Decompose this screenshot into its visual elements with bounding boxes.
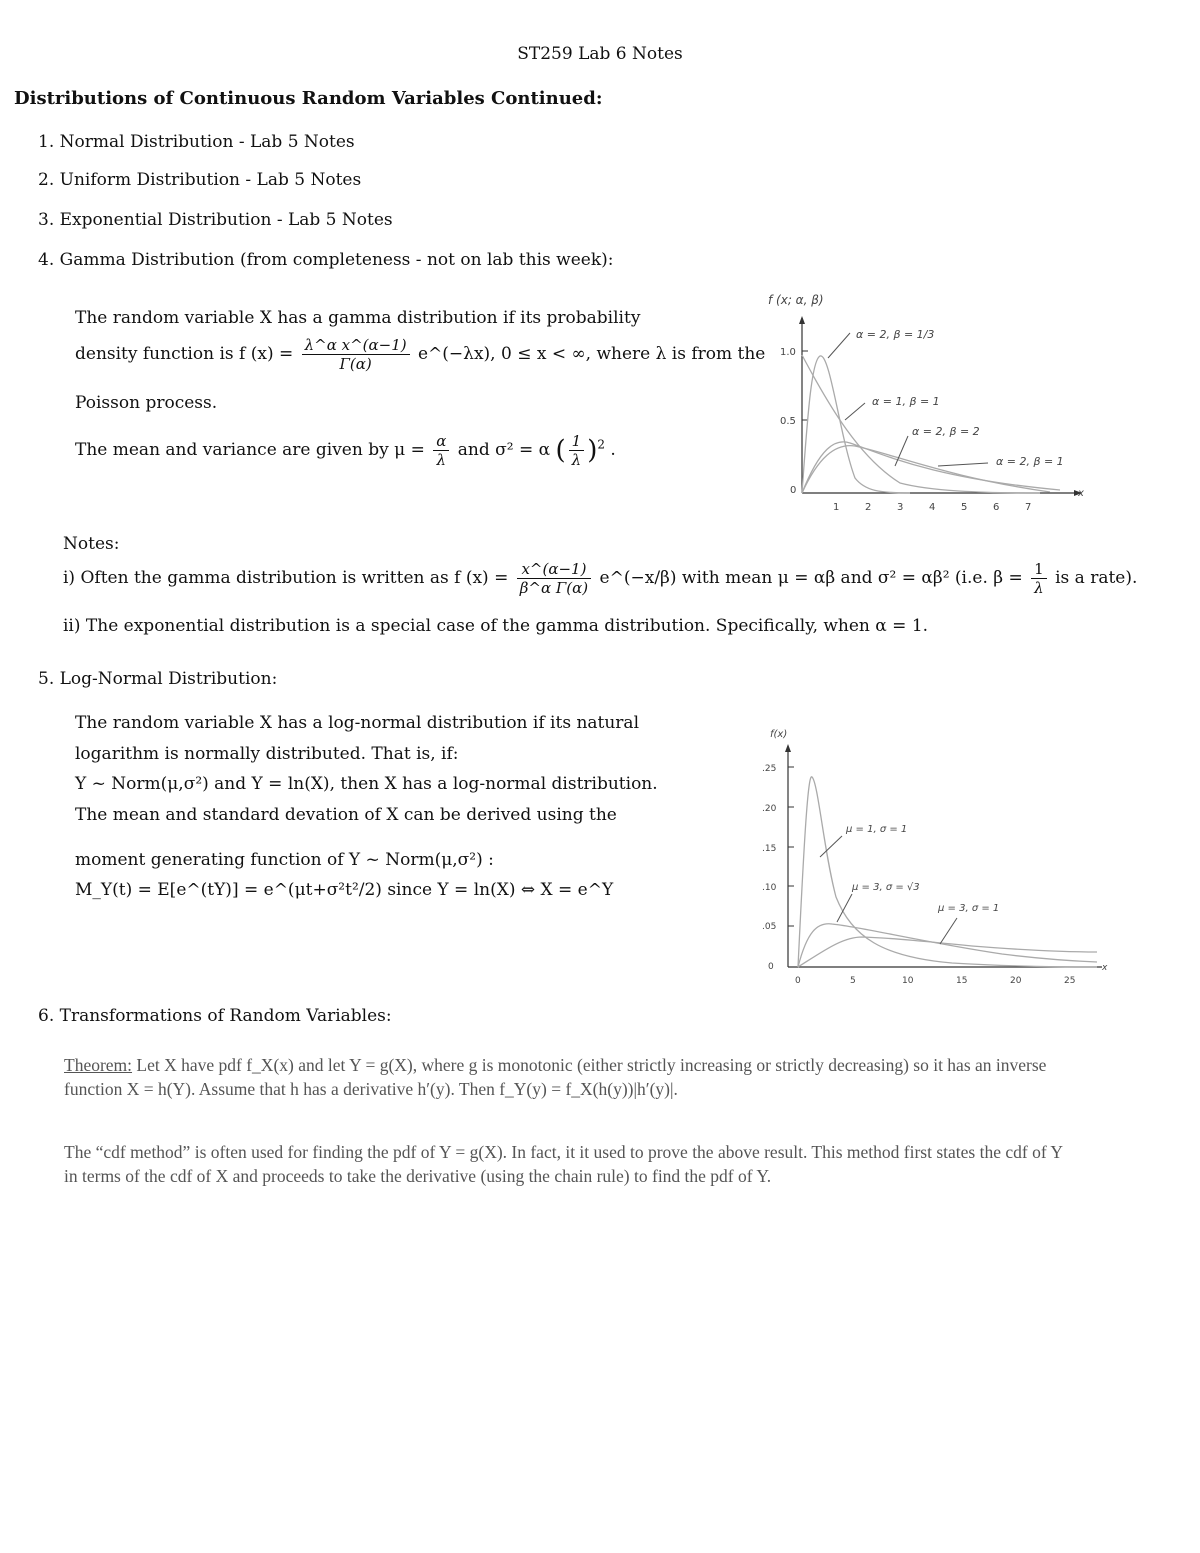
gamma-line-3: Poisson process. [75,393,218,413]
gamma-chart-ylabel: f (x; α, β) [768,293,824,307]
gamma-variance-numerator: 1 [569,432,585,451]
gamma-variance-text: and σ² = α [457,440,551,460]
lognormal-line-3: Y ~ Norm(μ,σ²) and Y = ln(X), then X has a log-normal distribution. [75,774,658,794]
list-item-lognormal: 5. Log-Normal Distribution: [38,669,278,689]
lognormal-line-2: logarithm is normally distributed. That is, if: [75,744,459,764]
lognormal-label-2: μ = 3, σ = √3 [852,882,920,893]
gamma-ytick-05: 0.5 [780,416,796,427]
lognormal-ytick-25: .25 [762,764,777,774]
theorem-paragraph [64,1053,1064,1101]
lognormal-xtick-0: 0 [795,976,801,986]
gamma-density-figure [760,288,1095,516]
section-heading: Distributions of Continuous Random Variables Continued: [14,88,603,109]
notes-1-fraction [517,560,591,597]
list-item-uniform: 2. Uniform Distribution - Lab 5 Notes [38,170,362,190]
notes-1-numerator: x^(α−1) [517,560,591,579]
gamma-label-4: α = 2, β = 1 [996,455,1064,468]
lognormal-line-5: moment generating function of Y ~ Norm(μ,σ²) : [75,850,494,870]
notes-item-1 [63,560,1137,597]
notes-1-rate-fraction [1031,560,1047,597]
gamma-mean-prefix: The mean and variance are given by μ = [75,440,425,460]
lognormal-xtick-5: 5 [850,976,856,986]
lognormal-mgf: M_Y(t) = E[e^(tY)] = e^(μt+σ²t²/2) since Y = ln(X) ⇔ X = e^Y [75,880,614,900]
gamma-ytick-0: 0 [790,485,797,496]
lognormal-pointer-2 [837,894,852,922]
gamma-xtick-3: 3 [897,502,904,513]
gamma-xtick-5: 5 [961,502,968,513]
lognormal-xtick-25: 25 [1064,976,1076,986]
gamma-mean-fraction [433,432,449,469]
gamma-density-prefix: density function is f (x) = [75,344,294,364]
list-item-transformations: 6. Transformations of Random Variables: [38,1006,392,1026]
lognormal-line-1: The random variable X has a log-normal distribution if its natural [75,713,640,733]
cdf-method-paragraph: The “cdf method” is often used for finding the pdf of Y = g(X). In fact, it it used to prove the above result. This method first states the cdf of Y in terms of the cdf of X and proceeds to take the derivative (using the chain rule) to find the pdf of Y. [64,1142,1063,1186]
gamma-variance-denominator: λ [571,451,582,469]
gamma-xlabel: x [1078,488,1084,499]
lognormal-label-3: μ = 3, σ = 1 [938,903,1000,914]
lognormal-curve-m3-s3 [798,924,1097,967]
notes-1-mid: e^(−x/β) with mean μ = αβ and σ² = αβ² (i.e. β = [599,568,1023,588]
notes-label: Notes: [63,534,120,554]
gamma-variance-fraction [569,432,585,469]
lognormal-chart-ylabel: f(x) [770,729,788,740]
gamma-curve-a2-b1 [802,446,1050,493]
gamma-ytick-1: 1.0 [780,347,796,358]
lognormal-ytick-05: .05 [762,922,777,932]
lognormal-xtick-15: 15 [956,976,968,986]
lognormal-ytick-0: 0 [768,962,774,972]
lognormal-y-arrow [785,744,791,752]
notes-1-denominator: β^α Γ(α) [519,579,589,597]
gamma-density-suffix: e^(−λx), 0 ≤ x < ∞, where λ is from the [418,344,766,364]
gamma-curve-a1-b1 [802,355,1040,493]
lognormal-line-4: The mean and standard devation of X can be derived using the [75,805,617,825]
theorem-text: Let X have pdf f_X(x) and let Y = g(X), where g is monotonic (either strictly increasing or strictly decreasing) so it has an inverse function X = h(Y). Assume that h has a derivative h′(y). Then f_Y(y) = f_X(h(y))|h′(y)|. [64,1055,1047,1099]
lognormal-label-1: μ = 1, σ = 1 [846,824,908,835]
notes-1-rate-denominator: λ [1034,579,1044,597]
theorem-label: Theorem: [64,1055,133,1075]
gamma-y-arrow [799,316,805,324]
gamma-mean-numerator: α [433,432,449,451]
gamma-density-formula [75,336,765,373]
gamma-label-3: α = 2, β = 2 [912,425,980,438]
lognormal-ytick-15: .15 [762,844,777,854]
gamma-xtick-7: 7 [1025,502,1032,513]
notes-item-2: ii) The exponential distribution is a special case of the gamma distribution. Specifically, when α = 1. [63,616,929,636]
gamma-pointer-1 [828,333,850,358]
gamma-xtick-4: 4 [929,502,936,513]
gamma-xtick-1: 1 [833,502,840,513]
gamma-mean-variance: The mean and variance are given by μ = $\frac{\alpha}{\lambda}$ and σ² = α ( $\frac{1}{\lambda}$ )$^2$ . [75,432,616,469]
list-item-gamma: 4. Gamma Distribution (from completeness - not on lab this week): [38,250,614,270]
gamma-curve-a2-b13 [802,356,910,493]
notes-1-prefix: i) Often the gamma distribution is written as f (x) = [63,568,509,588]
lognormal-pointer-1 [820,836,842,857]
lognormal-xtick-20: 20 [1010,976,1022,986]
gamma-line-1: The random variable X has a gamma distribution if its probability [75,308,641,328]
lognormal-ytick-10: .10 [762,883,777,893]
notes-1-end: is a rate). [1055,568,1138,588]
gamma-density-numerator: λ^α x^(α−1) [302,336,410,355]
gamma-variance-exponent: 2 [597,437,605,452]
gamma-pointer-4 [938,463,988,466]
lognormal-xlabel: x [1102,963,1108,973]
lognormal-curve-m1-s1 [798,777,1097,967]
gamma-label-2: α = 1, β = 1 [872,395,940,408]
list-item-normal: 1. Normal Distribution - Lab 5 Notes [38,132,355,152]
page-title: ST259 Lab 6 Notes [517,44,683,64]
gamma-density-fraction [302,336,410,373]
gamma-variance-end: . [610,440,616,460]
lognormal-xtick-10: 10 [902,976,914,986]
gamma-xtick-2: 2 [865,502,872,513]
gamma-label-1: α = 2, β = 1/3 [856,328,935,341]
notes-1-rate-numerator: 1 [1031,560,1047,579]
lognormal-pointer-3 [940,918,957,944]
gamma-density-denominator: Γ(α) [339,355,372,373]
lognormal-density-figure [752,722,1122,992]
gamma-xtick-6: 6 [993,502,1000,513]
gamma-pointer-2 [845,403,865,420]
list-item-exponential: 3. Exponential Distribution - Lab 5 Notes [38,210,393,230]
lognormal-ytick-20: .20 [762,804,777,814]
gamma-mean-denominator: λ [436,451,447,469]
